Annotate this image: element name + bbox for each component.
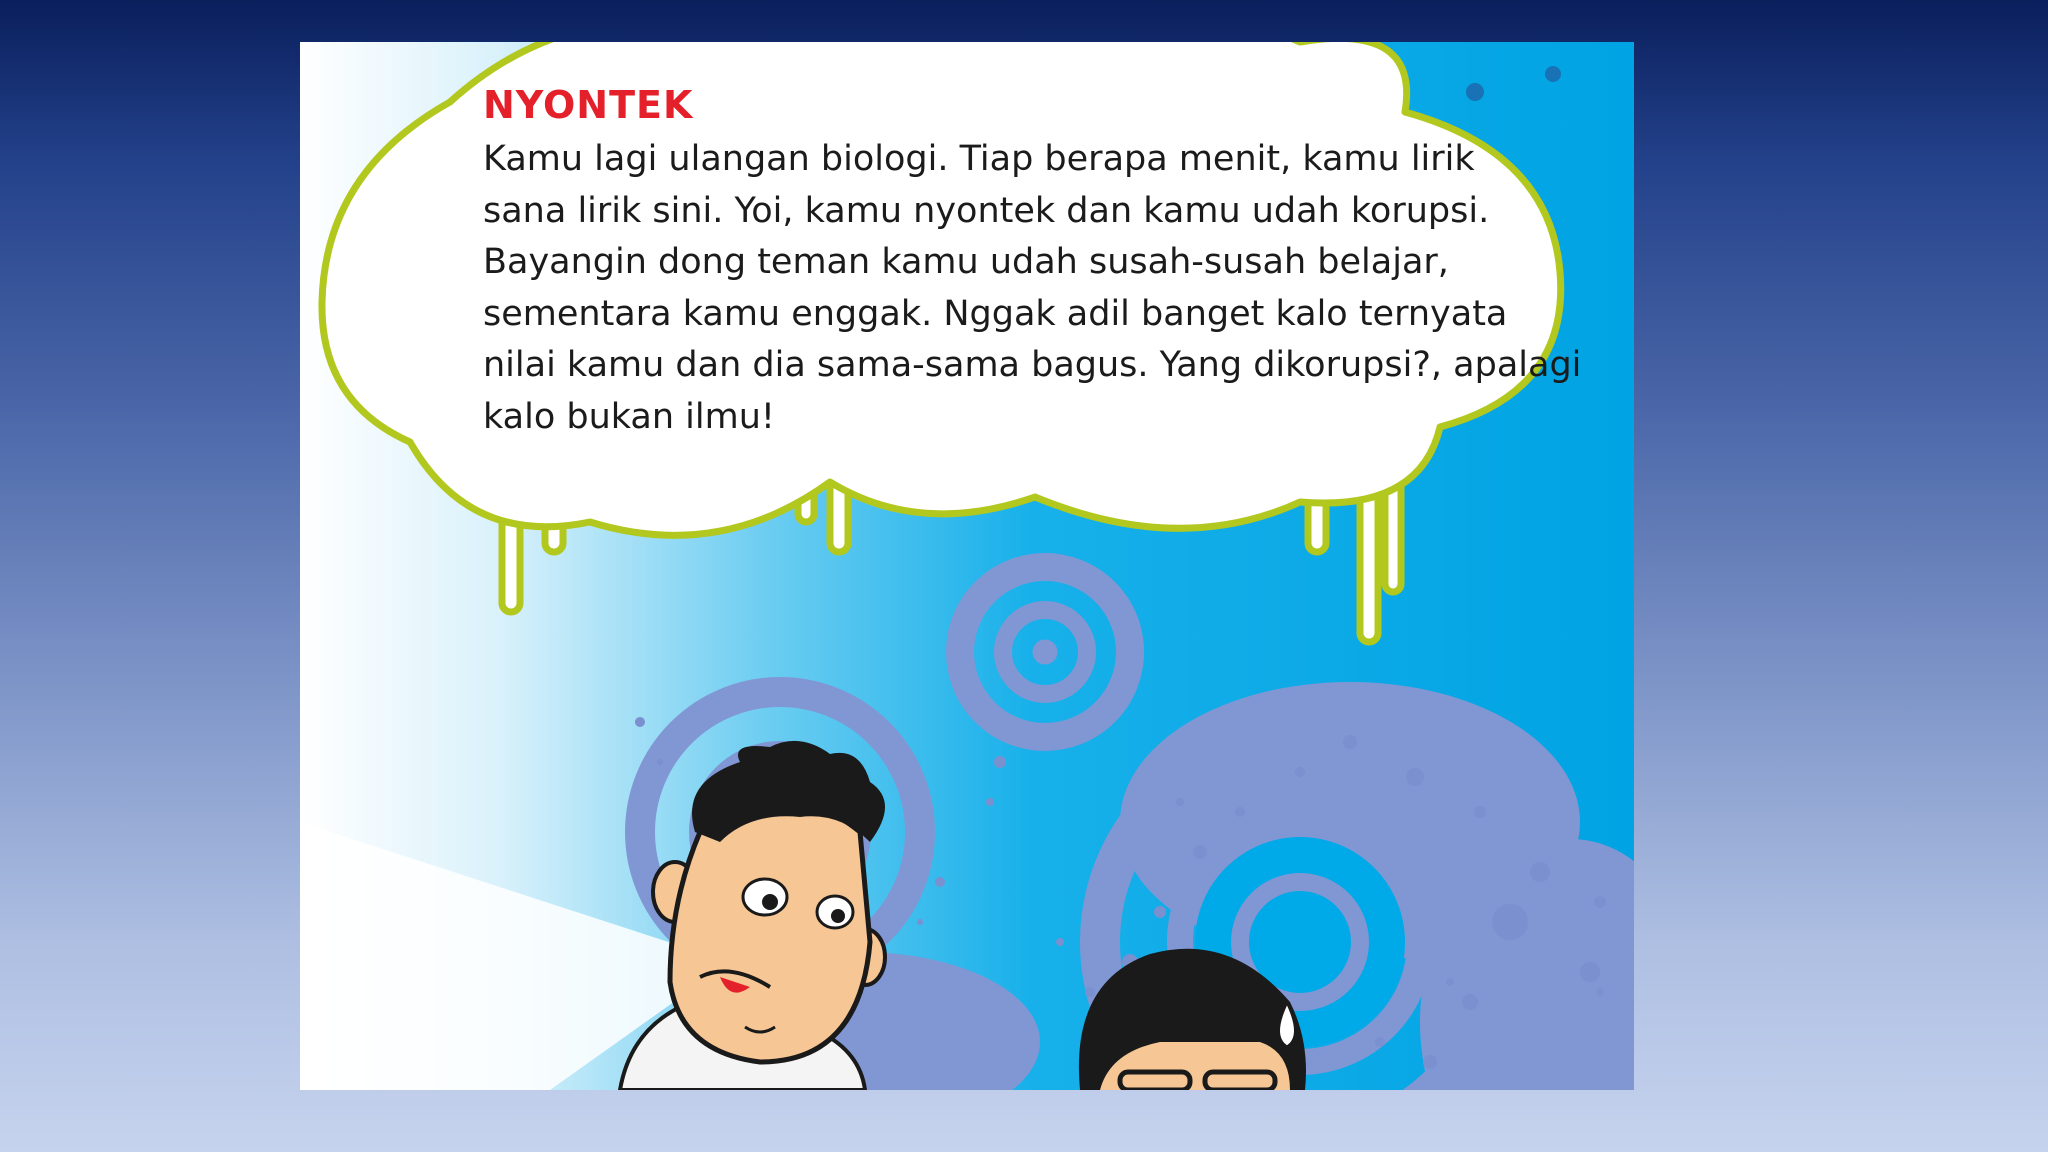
- text-line: Bayangin dong teman kamu udah susah-susah belajar,: [483, 242, 1449, 282]
- text-line: nilai kamu dan dia sama-sama bagus. Yang dikorupsi?, apalagi: [483, 345, 1582, 385]
- text-line: Kamu lagi ulangan biologi. Tiap berapa menit, kamu lirik: [483, 139, 1475, 179]
- panel-title: NYONTEK: [483, 83, 694, 127]
- text-line: sementara kamu enggak. Nggak adil banget kalo ternyata: [483, 293, 1508, 334]
- comic-panel: [300, 42, 1634, 1090]
- text-line: kalo bukan ilmu!: [483, 396, 775, 437]
- text-line: sana lirik sini. Yoi, kamu nyontek dan kamu udah korupsi.: [483, 190, 1490, 231]
- speech-bubble-text: [483, 82, 1582, 443]
